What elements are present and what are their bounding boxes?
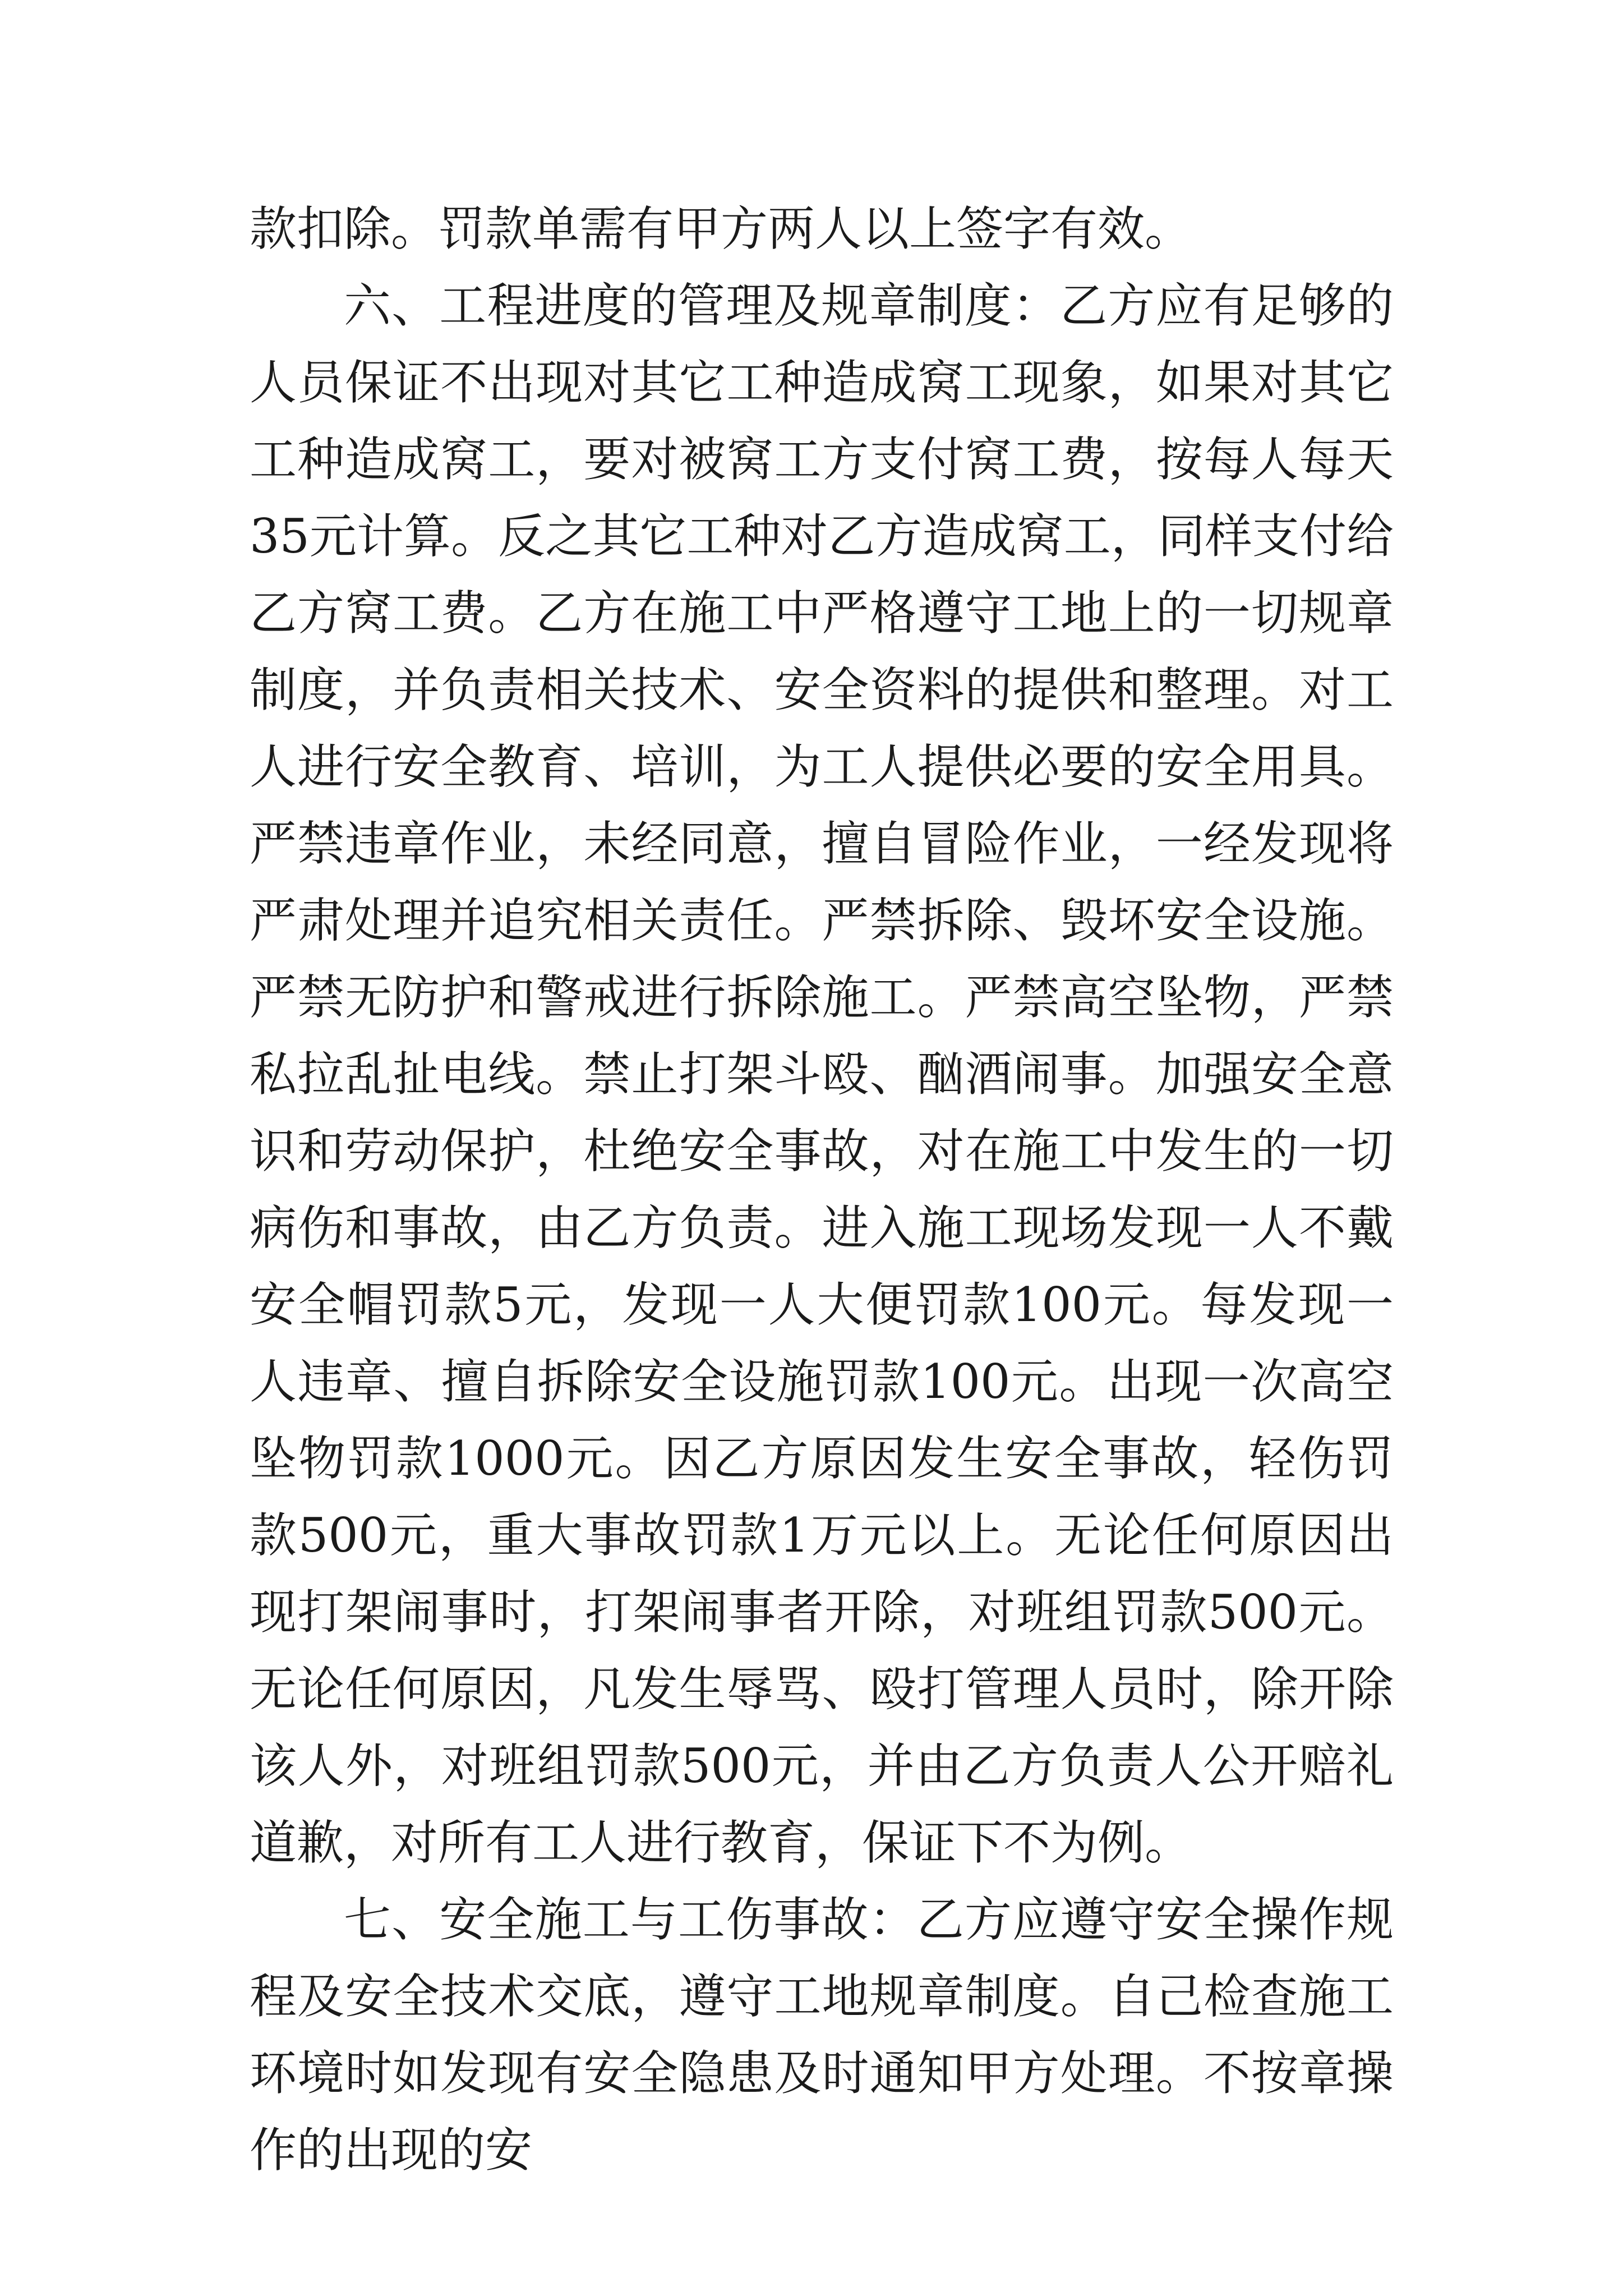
document-body — [250, 191, 1394, 2189]
paragraph-section-7-safety: 七、安全施工与工伤事故：乙方应遵守安全操作规程及安全技术交底，遵守工地规章制度。自己检查施工环境时如发现有安全隐患及时通知甲方处理。不按章操作的出现的安 — [250, 1892, 1394, 2178]
paragraph-fines-continuation: 款扣除。罚款单需有甲方两人以上签字有效。 — [250, 201, 1192, 256]
paragraph-section-6-progress-rules: 六、工程进度的管理及规章制度：乙方应有足够的人员保证不出现对其它工种造成窝工现象，如果对其它工种造成窝工，要对被窝工方支付窝工费，按每人每天35元计算。反之其它工种对乙方造成窝工，同样支付给乙方窝工费。乙方在施工中严格遵守工地上的一切规章制度，并负责相关技术、安全资料的提供和整理。对工人进行安全教育、培训，为工人提供必要的安全用具。严禁违章作业，未经同意，擅自冒险作业，一经发现将严肃处理并追究相关责任。严禁拆除、毁坏安全设施。严禁无防护和警戒进行拆除施工。严禁高空坠物，严禁私拉乱扯电线。禁止打架斗殴、酗酒闹事。加强安全意识和劳动保护，杜绝安全事故，对在施工中发生的一切病伤和事故，由乙方负责。进入施工现场发现一人不戴安全帽罚款5元，发现一人大便罚款100元。每发现一人违章、擅自拆除安全设施罚款100元。出现一次高空坠物罚款1000元。因乙方原因发生安全事故，轻伤罚款500元，重大事故罚款1万元以上。无论任何原因出现打架闹事时，打架闹事者开除，对班组罚款500元。无论任何原因，凡发生辱骂、殴打管理人员时，除开除该人外，对班组罚款500元，并由乙方负责人公开赔礼道歉，对所有工人进行教育，保证下不为例。 — [250, 278, 1394, 1870]
